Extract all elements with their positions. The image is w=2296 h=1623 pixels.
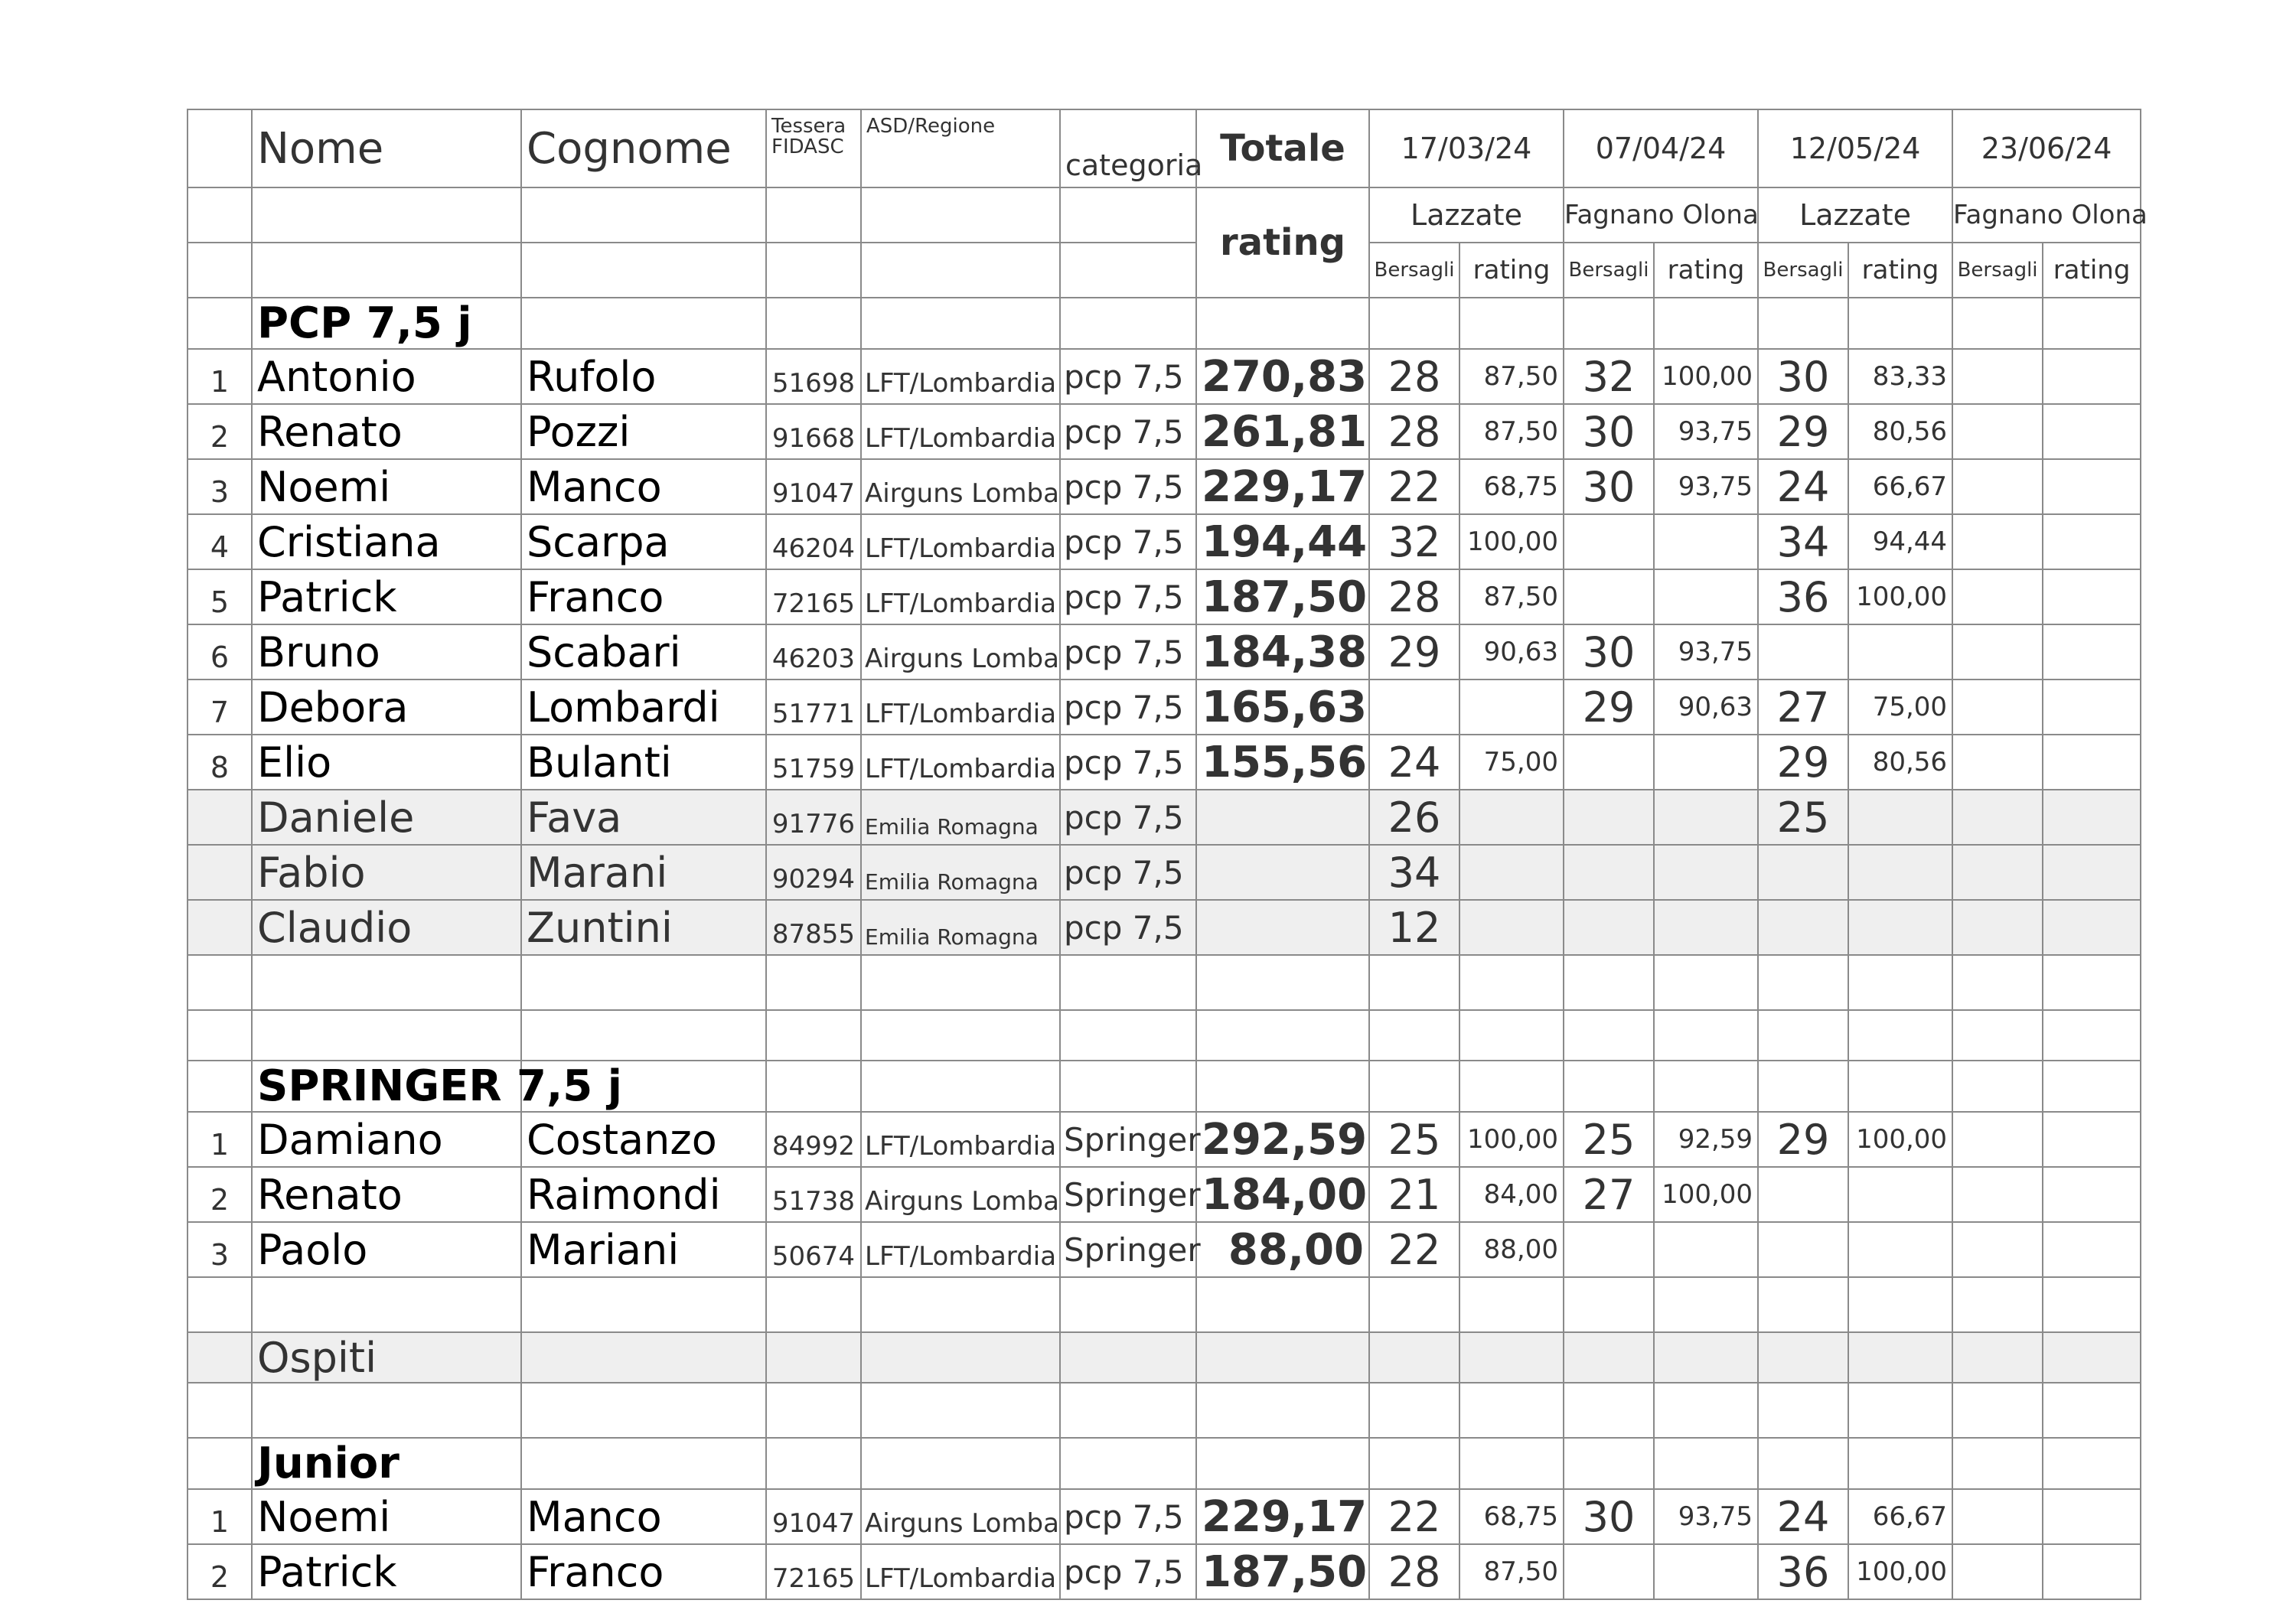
junior-bersagli-4 bbox=[1952, 1489, 2043, 1544]
junior-nome: Noemi bbox=[252, 1489, 521, 1544]
pcp-asd: Airguns Lomba bbox=[861, 624, 1060, 680]
springer-totale: 184,00 bbox=[1196, 1167, 1369, 1222]
pcp-nome: Antonio bbox=[252, 349, 521, 404]
pcp-totale: 270,83 bbox=[1196, 349, 1369, 404]
pcp-bersagli-3: 29 bbox=[1758, 404, 1848, 459]
pcp-categoria: pcp 7,5 bbox=[1060, 349, 1196, 404]
junior-categoria: pcp 7,5 bbox=[1060, 1544, 1196, 1599]
pcp-bersagli-1: 22 bbox=[1369, 459, 1459, 514]
springer-rating-1: 84,00 bbox=[1459, 1167, 1564, 1222]
guest-rating-2 bbox=[1654, 790, 1758, 845]
springer-tessera: 50674 bbox=[766, 1222, 861, 1277]
pcp-tessera: 91047 bbox=[766, 459, 861, 514]
header-date-2: 07/04/24 bbox=[1564, 109, 1758, 187]
pcp-cognome: Rufolo bbox=[521, 349, 766, 404]
pcp-rating-4 bbox=[2043, 735, 2141, 790]
pcp-rank: 1 bbox=[188, 349, 252, 404]
pcp-bersagli-1: 28 bbox=[1369, 569, 1459, 624]
pcp-tessera: 91668 bbox=[766, 404, 861, 459]
table-row bbox=[188, 1167, 2141, 1222]
table-row bbox=[188, 459, 2141, 514]
pcp-rating-3: 75,00 bbox=[1848, 680, 1952, 735]
springer-rating-3 bbox=[1848, 1222, 1952, 1277]
header-rating-4: rating bbox=[2043, 243, 2141, 298]
pcp-categoria: pcp 7,5 bbox=[1060, 404, 1196, 459]
guest-tessera: 87855 bbox=[766, 900, 861, 955]
header-bersagli-2: Bersagli bbox=[1564, 243, 1654, 298]
pcp-totale: 184,38 bbox=[1196, 624, 1369, 680]
guest-nome: Daniele bbox=[252, 790, 521, 845]
table-row bbox=[188, 349, 2141, 404]
header-bersagli-4: Bersagli bbox=[1952, 243, 2043, 298]
springer-bersagli-1: 25 bbox=[1369, 1112, 1459, 1167]
springer-rating-1: 100,00 bbox=[1459, 1112, 1564, 1167]
pcp-nome: Renato bbox=[252, 404, 521, 459]
guest-rating-4 bbox=[2043, 790, 2141, 845]
table-row bbox=[188, 1489, 2141, 1544]
springer-asd: LFT/Lombardia bbox=[861, 1222, 1060, 1277]
junior-rating-3: 66,67 bbox=[1848, 1489, 1952, 1544]
springer-bersagli-2: 27 bbox=[1564, 1167, 1654, 1222]
junior-bersagli-4 bbox=[1952, 1544, 2043, 1599]
guest-categoria: pcp 7,5 bbox=[1060, 845, 1196, 900]
pcp-rating-1: 87,50 bbox=[1459, 404, 1564, 459]
pcp-rating-3: 83,33 bbox=[1848, 349, 1952, 404]
junior-asd: Airguns Lomba bbox=[861, 1489, 1060, 1544]
pcp-bersagli-1: 28 bbox=[1369, 404, 1459, 459]
junior-rows bbox=[188, 1489, 2141, 1599]
pcp-rating-4 bbox=[2043, 459, 2141, 514]
guest-bersagli-3 bbox=[1758, 900, 1848, 955]
springer-totale: 292,59 bbox=[1196, 1112, 1369, 1167]
pcp-bersagli-1: 29 bbox=[1369, 624, 1459, 680]
pcp-rating-2: 100,00 bbox=[1654, 349, 1758, 404]
springer-bersagli-2: 25 bbox=[1564, 1112, 1654, 1167]
guest-bersagli-4 bbox=[1952, 790, 2043, 845]
pcp-bersagli-4 bbox=[1952, 624, 2043, 680]
pcp-bersagli-3: 36 bbox=[1758, 569, 1848, 624]
junior-cognome: Franco bbox=[521, 1544, 766, 1599]
junior-bersagli-3: 36 bbox=[1758, 1544, 1848, 1599]
pcp-bersagli-1: 32 bbox=[1369, 514, 1459, 569]
guest-cognome: Fava bbox=[521, 790, 766, 845]
guest-categoria: pcp 7,5 bbox=[1060, 790, 1196, 845]
guest-totale bbox=[1196, 845, 1369, 900]
springer-bersagli-4 bbox=[1952, 1222, 2043, 1277]
springer-bersagli-3 bbox=[1758, 1167, 1848, 1222]
pcp-rating-4 bbox=[2043, 404, 2141, 459]
pcp-bersagli-2 bbox=[1564, 735, 1654, 790]
pcp-bersagli-3: 30 bbox=[1758, 349, 1848, 404]
pcp-cognome: Franco bbox=[521, 569, 766, 624]
header-row-3 bbox=[188, 243, 2141, 298]
section-pcp bbox=[188, 298, 2141, 349]
table-row bbox=[188, 514, 2141, 569]
springer-nome: Renato bbox=[252, 1167, 521, 1222]
pcp-rating-3: 66,67 bbox=[1848, 459, 1952, 514]
guest-bersagli-1: 34 bbox=[1369, 845, 1459, 900]
pcp-totale: 229,17 bbox=[1196, 459, 1369, 514]
pcp-totale: 194,44 bbox=[1196, 514, 1369, 569]
springer-bersagli-4 bbox=[1952, 1167, 2043, 1222]
pcp-rating-2 bbox=[1654, 735, 1758, 790]
pcp-rating-1: 87,50 bbox=[1459, 349, 1564, 404]
table-row bbox=[188, 404, 2141, 459]
springer-cognome: Raimondi bbox=[521, 1167, 766, 1222]
pcp-rank: 3 bbox=[188, 459, 252, 514]
pcp-bersagli-2: 32 bbox=[1564, 349, 1654, 404]
pcp-rank: 6 bbox=[188, 624, 252, 680]
springer-tessera: 84992 bbox=[766, 1112, 861, 1167]
springer-rating-4 bbox=[2043, 1112, 2141, 1167]
pcp-bersagli-1: 24 bbox=[1369, 735, 1459, 790]
guest-totale bbox=[1196, 900, 1369, 955]
header-place-2: Fagnano Olona bbox=[1564, 187, 1758, 243]
header-tessera: Tessera FIDASC bbox=[766, 109, 861, 187]
header-row-1 bbox=[188, 109, 2141, 187]
pcp-nome: Debora bbox=[252, 680, 521, 735]
pcp-rating-2: 93,75 bbox=[1654, 459, 1758, 514]
section-title-pcp: PCP 7,5 j bbox=[252, 298, 521, 349]
pcp-totale: 155,56 bbox=[1196, 735, 1369, 790]
section-title-springer: SPRINGER 7,5 j bbox=[252, 1061, 521, 1112]
pcp-bersagli-4 bbox=[1952, 735, 2043, 790]
guest-rating-1 bbox=[1459, 790, 1564, 845]
guest-cognome: Marani bbox=[521, 845, 766, 900]
pcp-bersagli-4 bbox=[1952, 349, 2043, 404]
pcp-rank: 4 bbox=[188, 514, 252, 569]
springer-rating-2: 92,59 bbox=[1654, 1112, 1758, 1167]
junior-bersagli-2 bbox=[1564, 1544, 1654, 1599]
junior-rating-2 bbox=[1654, 1544, 1758, 1599]
pcp-categoria: pcp 7,5 bbox=[1060, 735, 1196, 790]
guest-rating-4 bbox=[2043, 845, 2141, 900]
springer-rating-2 bbox=[1654, 1222, 1758, 1277]
pcp-nome: Patrick bbox=[252, 569, 521, 624]
guest-tessera: 90294 bbox=[766, 845, 861, 900]
springer-nome: Damiano bbox=[252, 1112, 521, 1167]
guest-row bbox=[188, 845, 2141, 900]
pcp-rating-4 bbox=[2043, 349, 2141, 404]
springer-rank: 2 bbox=[188, 1167, 252, 1222]
springer-bersagli-3: 29 bbox=[1758, 1112, 1848, 1167]
pcp-asd: LFT/Lombardia bbox=[861, 404, 1060, 459]
pcp-categoria: pcp 7,5 bbox=[1060, 514, 1196, 569]
table-row bbox=[188, 680, 2141, 735]
pcp-rating-3 bbox=[1848, 624, 1952, 680]
pcp-tessera: 51698 bbox=[766, 349, 861, 404]
guest-rank bbox=[188, 900, 252, 955]
pcp-totale: 165,63 bbox=[1196, 680, 1369, 735]
junior-totale: 187,50 bbox=[1196, 1544, 1369, 1599]
springer-rating-3 bbox=[1848, 1167, 1952, 1222]
header-row-2 bbox=[188, 187, 2141, 243]
springer-bersagli-1: 21 bbox=[1369, 1167, 1459, 1222]
guest-asd: Emilia Romagna bbox=[861, 790, 1060, 845]
pcp-categoria: pcp 7,5 bbox=[1060, 569, 1196, 624]
guest-rating-1 bbox=[1459, 900, 1564, 955]
springer-rating-4 bbox=[2043, 1222, 2141, 1277]
pcp-rating-1: 100,00 bbox=[1459, 514, 1564, 569]
pcp-rating-4 bbox=[2043, 514, 2141, 569]
junior-bersagli-3: 24 bbox=[1758, 1489, 1848, 1544]
springer-asd: LFT/Lombardia bbox=[861, 1112, 1060, 1167]
pcp-bersagli-2: 30 bbox=[1564, 459, 1654, 514]
table-row bbox=[188, 1112, 2141, 1167]
pcp-bersagli-1 bbox=[1369, 680, 1459, 735]
pcp-nome: Noemi bbox=[252, 459, 521, 514]
guest-bersagli-4 bbox=[1952, 845, 2043, 900]
section-springer bbox=[188, 1061, 2141, 1112]
pcp-rating-4 bbox=[2043, 680, 2141, 735]
pcp-rating-4 bbox=[2043, 624, 2141, 680]
pcp-rating-2 bbox=[1654, 569, 1758, 624]
springer-categoria: Springer bbox=[1060, 1167, 1196, 1222]
guest-row bbox=[188, 790, 2141, 845]
pcp-rating-2: 93,75 bbox=[1654, 404, 1758, 459]
junior-bersagli-1: 22 bbox=[1369, 1489, 1459, 1544]
pcp-tessera: 51771 bbox=[766, 680, 861, 735]
junior-rating-4 bbox=[2043, 1489, 2141, 1544]
header-place-3: Lazzate bbox=[1758, 187, 1952, 243]
header-bersagli-3: Bersagli bbox=[1758, 243, 1848, 298]
springer-rank: 1 bbox=[188, 1112, 252, 1167]
junior-rating-4 bbox=[2043, 1544, 2141, 1599]
header-bersagli-1: Bersagli bbox=[1369, 243, 1459, 298]
pcp-asd: LFT/Lombardia bbox=[861, 514, 1060, 569]
header-rating-3: rating bbox=[1848, 243, 1952, 298]
header-cognome: Cognome bbox=[521, 109, 766, 187]
pcp-rank: 5 bbox=[188, 569, 252, 624]
pcp-rows bbox=[188, 349, 2141, 790]
springer-categoria: Springer bbox=[1060, 1112, 1196, 1167]
junior-rating-1: 87,50 bbox=[1459, 1544, 1564, 1599]
spacer-2 bbox=[188, 1277, 2141, 1489]
guest-cognome: Zuntini bbox=[521, 900, 766, 955]
springer-tessera: 51738 bbox=[766, 1167, 861, 1222]
springer-rank: 3 bbox=[188, 1222, 252, 1277]
junior-cognome: Manco bbox=[521, 1489, 766, 1544]
junior-asd: LFT/Lombardia bbox=[861, 1544, 1060, 1599]
junior-bersagli-1: 28 bbox=[1369, 1544, 1459, 1599]
pcp-cognome: Scabari bbox=[521, 624, 766, 680]
pcp-bersagli-3: 34 bbox=[1758, 514, 1848, 569]
springer-rating-1: 88,00 bbox=[1459, 1222, 1564, 1277]
guest-asd: Emilia Romagna bbox=[861, 900, 1060, 955]
pcp-bersagli-2: 30 bbox=[1564, 404, 1654, 459]
pcp-totale: 261,81 bbox=[1196, 404, 1369, 459]
pcp-bersagli-4 bbox=[1952, 569, 2043, 624]
pcp-rating-2: 90,63 bbox=[1654, 680, 1758, 735]
pcp-tessera: 46203 bbox=[766, 624, 861, 680]
pcp-bersagli-2 bbox=[1564, 569, 1654, 624]
pcp-categoria: pcp 7,5 bbox=[1060, 459, 1196, 514]
pcp-asd: Airguns Lomba bbox=[861, 459, 1060, 514]
table-row bbox=[188, 569, 2141, 624]
pcp-categoria: pcp 7,5 bbox=[1060, 624, 1196, 680]
springer-cognome: Costanzo bbox=[521, 1112, 766, 1167]
pcp-rating-2: 93,75 bbox=[1654, 624, 1758, 680]
pcp-rank: 8 bbox=[188, 735, 252, 790]
junior-rank: 2 bbox=[188, 1544, 252, 1599]
pcp-rating-1 bbox=[1459, 680, 1564, 735]
table-row bbox=[188, 624, 2141, 680]
table-row bbox=[188, 1222, 2141, 1277]
pcp-rating-3: 80,56 bbox=[1848, 404, 1952, 459]
header-nome: Nome bbox=[252, 109, 521, 187]
header-date-3: 12/05/24 bbox=[1758, 109, 1952, 187]
guest-tessera: 91776 bbox=[766, 790, 861, 845]
springer-bersagli-4 bbox=[1952, 1112, 2043, 1167]
header-date-4: 23/06/24 bbox=[1952, 109, 2141, 187]
springer-bersagli-3 bbox=[1758, 1222, 1848, 1277]
pcp-rank: 7 bbox=[188, 680, 252, 735]
guest-bersagli-2 bbox=[1564, 845, 1654, 900]
guest-bersagli-2 bbox=[1564, 790, 1654, 845]
pcp-rating-3: 80,56 bbox=[1848, 735, 1952, 790]
guest-rating-3 bbox=[1848, 790, 1952, 845]
pcp-cognome: Scarpa bbox=[521, 514, 766, 569]
header-rating-1: rating bbox=[1459, 243, 1564, 298]
pcp-tessera: 72165 bbox=[766, 569, 861, 624]
pcp-bersagli-3 bbox=[1758, 624, 1848, 680]
pcp-guests bbox=[188, 790, 2141, 955]
junior-tessera: 91047 bbox=[766, 1489, 861, 1544]
pcp-bersagli-4 bbox=[1952, 680, 2043, 735]
springer-asd: Airguns Lomba bbox=[861, 1167, 1060, 1222]
junior-totale: 229,17 bbox=[1196, 1489, 1369, 1544]
spacer-1 bbox=[188, 955, 2141, 1112]
pcp-tessera: 46204 bbox=[766, 514, 861, 569]
junior-bersagli-2: 30 bbox=[1564, 1489, 1654, 1544]
pcp-bersagli-3: 29 bbox=[1758, 735, 1848, 790]
guest-rank bbox=[188, 790, 252, 845]
guest-categoria: pcp 7,5 bbox=[1060, 900, 1196, 955]
pcp-categoria: pcp 7,5 bbox=[1060, 680, 1196, 735]
guest-bersagli-1: 12 bbox=[1369, 900, 1459, 955]
springer-rating-2: 100,00 bbox=[1654, 1167, 1758, 1222]
pcp-nome: Cristiana bbox=[252, 514, 521, 569]
pcp-totale: 187,50 bbox=[1196, 569, 1369, 624]
ospiti-label: Ospiti bbox=[252, 1332, 521, 1383]
ospiti-row bbox=[188, 1332, 2141, 1383]
guest-rating-1 bbox=[1459, 845, 1564, 900]
pcp-asd: LFT/Lombardia bbox=[861, 569, 1060, 624]
header-place-4: Fagnano Olona bbox=[1952, 187, 2141, 243]
guest-totale bbox=[1196, 790, 1369, 845]
guest-row bbox=[188, 900, 2141, 955]
junior-rating-3: 100,00 bbox=[1848, 1544, 1952, 1599]
guest-bersagli-4 bbox=[1952, 900, 2043, 955]
springer-bersagli-2 bbox=[1564, 1222, 1654, 1277]
pcp-rating-4 bbox=[2043, 569, 2141, 624]
guest-nome: Fabio bbox=[252, 845, 521, 900]
junior-categoria: pcp 7,5 bbox=[1060, 1489, 1196, 1544]
pcp-asd: LFT/Lombardia bbox=[861, 735, 1060, 790]
pcp-nome: Bruno bbox=[252, 624, 521, 680]
pcp-rating-1: 87,50 bbox=[1459, 569, 1564, 624]
pcp-bersagli-4 bbox=[1952, 404, 2043, 459]
guest-bersagli-2 bbox=[1564, 900, 1654, 955]
pcp-bersagli-4 bbox=[1952, 514, 2043, 569]
springer-cognome: Mariani bbox=[521, 1222, 766, 1277]
springer-categoria: Springer bbox=[1060, 1222, 1196, 1277]
header-rating-2: rating bbox=[1654, 243, 1758, 298]
guest-rating-2 bbox=[1654, 845, 1758, 900]
guest-bersagli-1: 26 bbox=[1369, 790, 1459, 845]
header-totale: Totale bbox=[1196, 109, 1369, 187]
springer-totale: 88,00 bbox=[1196, 1222, 1369, 1277]
guest-bersagli-3 bbox=[1758, 845, 1848, 900]
pcp-cognome: Pozzi bbox=[521, 404, 766, 459]
guest-rating-4 bbox=[2043, 900, 2141, 955]
pcp-bersagli-4 bbox=[1952, 459, 2043, 514]
pcp-rating-3: 94,44 bbox=[1848, 514, 1952, 569]
header-place-1: Lazzate bbox=[1369, 187, 1564, 243]
pcp-cognome: Manco bbox=[521, 459, 766, 514]
pcp-bersagli-3: 27 bbox=[1758, 680, 1848, 735]
header-categoria: categoria bbox=[1060, 109, 1196, 187]
pcp-asd: LFT/Lombardia bbox=[861, 349, 1060, 404]
pcp-bersagli-2: 29 bbox=[1564, 680, 1654, 735]
pcp-rating-1: 75,00 bbox=[1459, 735, 1564, 790]
pcp-rating-1: 90,63 bbox=[1459, 624, 1564, 680]
springer-bersagli-1: 22 bbox=[1369, 1222, 1459, 1277]
junior-tessera: 72165 bbox=[766, 1544, 861, 1599]
guest-nome: Claudio bbox=[252, 900, 521, 955]
guest-rank bbox=[188, 845, 252, 900]
pcp-tessera: 51759 bbox=[766, 735, 861, 790]
pcp-bersagli-2: 30 bbox=[1564, 624, 1654, 680]
pcp-bersagli-3: 24 bbox=[1758, 459, 1848, 514]
pcp-rating-1: 68,75 bbox=[1459, 459, 1564, 514]
header-rating: rating bbox=[1196, 187, 1369, 298]
section-junior bbox=[188, 1438, 2141, 1489]
pcp-nome: Elio bbox=[252, 735, 521, 790]
pcp-asd: LFT/Lombardia bbox=[861, 680, 1060, 735]
pcp-bersagli-1: 28 bbox=[1369, 349, 1459, 404]
springer-rows bbox=[188, 1112, 2141, 1277]
table-row bbox=[188, 735, 2141, 790]
pcp-rank: 2 bbox=[188, 404, 252, 459]
springer-rating-4 bbox=[2043, 1167, 2141, 1222]
guest-asd: Emilia Romagna bbox=[861, 845, 1060, 900]
pcp-bersagli-2 bbox=[1564, 514, 1654, 569]
guest-rating-2 bbox=[1654, 900, 1758, 955]
header-date-1: 17/03/24 bbox=[1369, 109, 1564, 187]
junior-nome: Patrick bbox=[252, 1544, 521, 1599]
guest-rating-3 bbox=[1848, 845, 1952, 900]
header-asd: ASD/Regione bbox=[861, 109, 1060, 187]
ranking-table bbox=[187, 109, 2148, 1600]
junior-rank: 1 bbox=[188, 1489, 252, 1544]
guest-bersagli-3: 25 bbox=[1758, 790, 1848, 845]
springer-nome: Paolo bbox=[252, 1222, 521, 1277]
springer-rating-3: 100,00 bbox=[1848, 1112, 1952, 1167]
pcp-cognome: Lombardi bbox=[521, 680, 766, 735]
table-row bbox=[188, 1544, 2141, 1599]
pcp-rating-2 bbox=[1654, 514, 1758, 569]
pcp-cognome: Bulanti bbox=[521, 735, 766, 790]
section-title-junior: Junior bbox=[252, 1438, 521, 1489]
guest-rating-3 bbox=[1848, 900, 1952, 955]
pcp-rating-3: 100,00 bbox=[1848, 569, 1952, 624]
junior-rating-2: 93,75 bbox=[1654, 1489, 1758, 1544]
junior-rating-1: 68,75 bbox=[1459, 1489, 1564, 1544]
